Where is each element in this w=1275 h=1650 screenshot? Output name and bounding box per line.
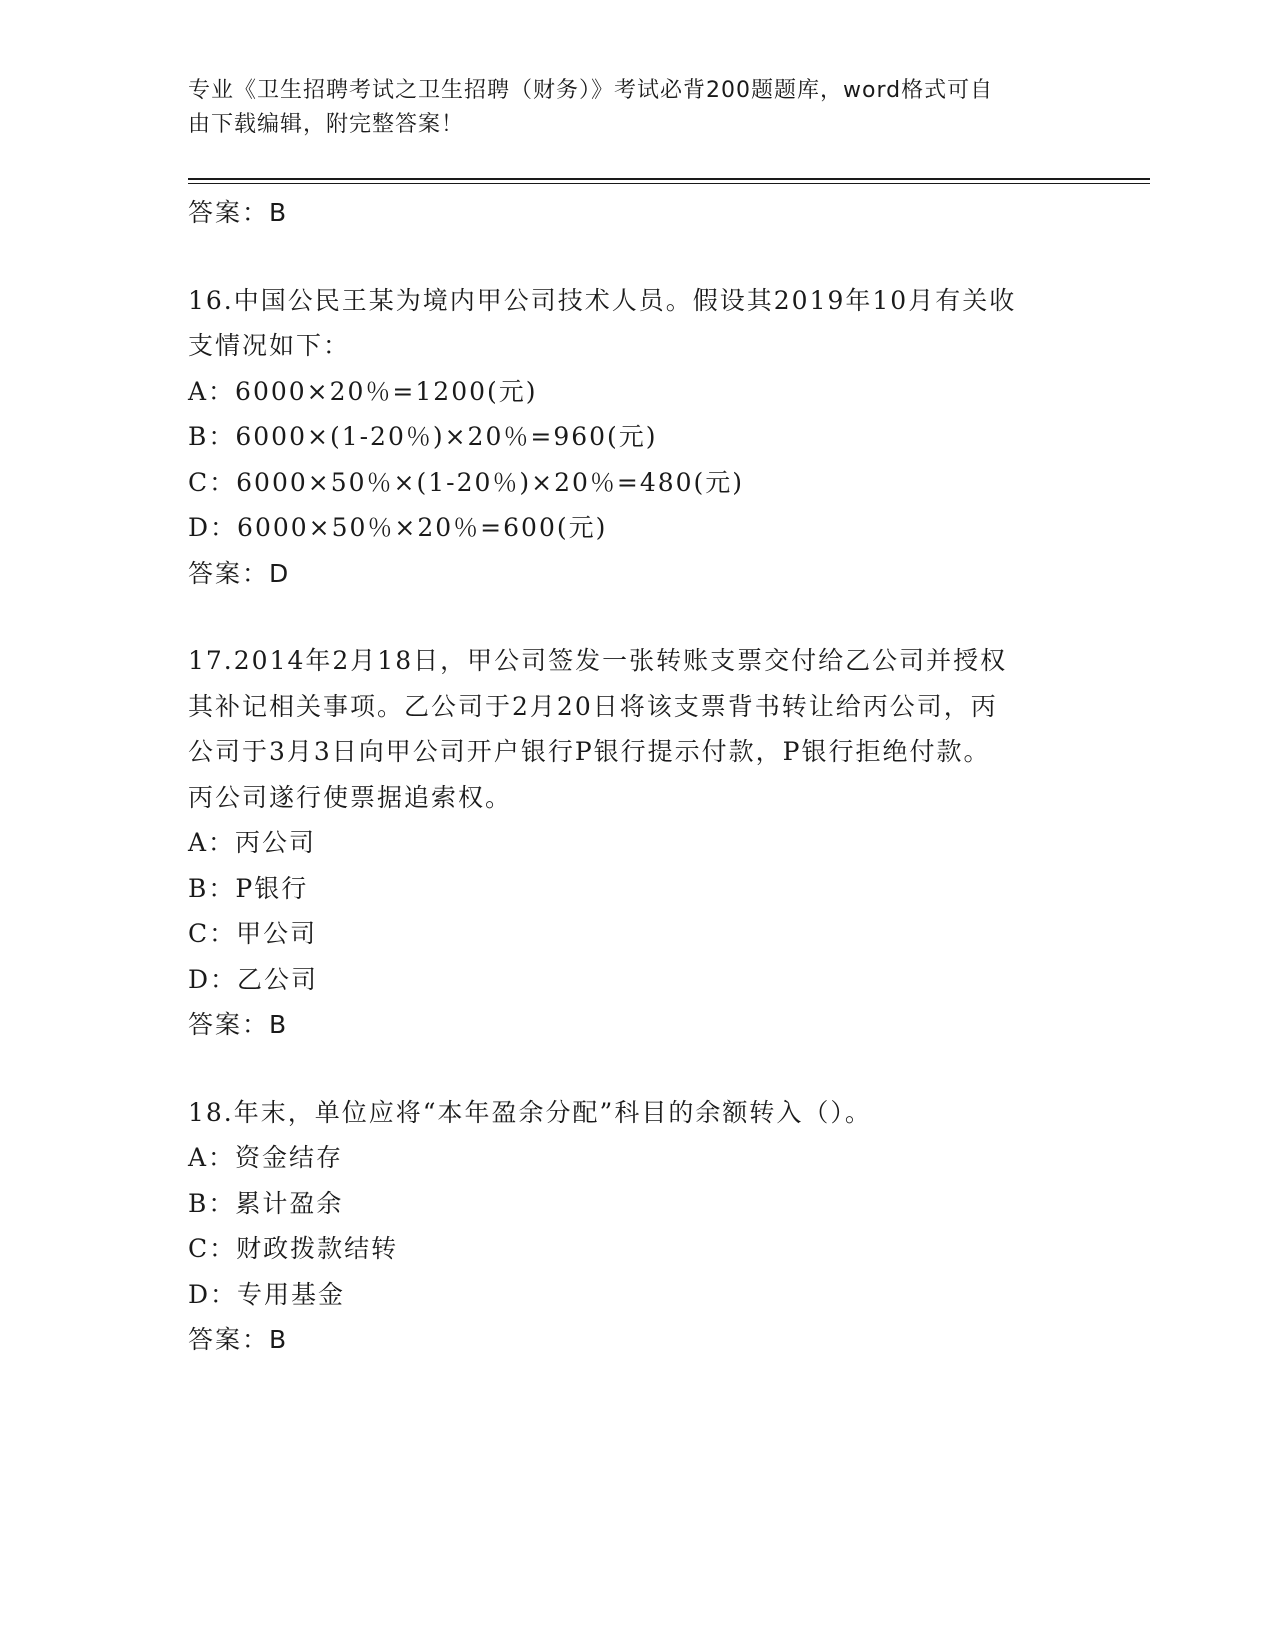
question-text-line: 16.中国公民王某为境内甲公司技术人员。假设其2019年10月有关收 bbox=[188, 285, 1017, 315]
question-text-line: 公司于3月3日向甲公司开户银行P银行提示付款，P银行拒绝付款。 bbox=[188, 737, 991, 766]
header-line-1: 专业《卫生招聘考试之卫生招聘（财务）》考试必背200题题库，word格式可自 bbox=[188, 78, 994, 103]
option-a: A：丙公司 bbox=[188, 828, 317, 857]
option-d: D：专用基金 bbox=[188, 1279, 346, 1309]
question-text-line: 其补记相关事项。乙公司于2月20日将该支票背书转让给丙公司，丙 bbox=[188, 691, 998, 721]
option-a: A：6000×20％=1200(元) bbox=[188, 376, 538, 406]
question-text-line: 支情况如下： bbox=[188, 331, 351, 360]
header-line-2: 由下载编辑，附完整答案！ bbox=[188, 112, 465, 137]
question-16 bbox=[188, 278, 1088, 597]
question-text-line: 丙公司遂行使票据追索权。 bbox=[188, 782, 513, 812]
question-18 bbox=[188, 1090, 1088, 1363]
answer: 答案：B bbox=[188, 1325, 289, 1354]
answer: 答案：B bbox=[188, 1010, 289, 1039]
question-text-line: 17.2014年2月18日，甲公司签发一张转账支票交付给乙公司并授权 bbox=[188, 646, 1008, 675]
option-b: B：累计盈余 bbox=[188, 1188, 344, 1218]
option-c: C：6000×50％×(1-20％)×20％=480(元) bbox=[188, 467, 745, 497]
previous-answer: 答案：B bbox=[188, 198, 289, 227]
answer: 答案：D bbox=[188, 558, 291, 588]
option-c: C：财政拨款结转 bbox=[188, 1234, 399, 1263]
header-divider-thin bbox=[188, 183, 1150, 184]
document-header bbox=[188, 74, 1088, 142]
header-divider-thick bbox=[188, 178, 1150, 180]
option-c: C：甲公司 bbox=[188, 919, 318, 948]
question-text-line: 18.年末，单位应将“本年盈余分配”科目的余额转入（）。 bbox=[188, 1097, 872, 1127]
option-b: B：6000×(1-20％)×20％=960(元) bbox=[188, 422, 658, 451]
option-b: B：P银行 bbox=[188, 873, 309, 903]
question-list bbox=[188, 190, 1088, 1363]
option-d: D：乙公司 bbox=[188, 964, 319, 994]
question-17 bbox=[188, 638, 1088, 1048]
option-a: A：资金结存 bbox=[188, 1143, 344, 1172]
option-d: D：6000×50％×20％=600(元) bbox=[188, 513, 608, 542]
